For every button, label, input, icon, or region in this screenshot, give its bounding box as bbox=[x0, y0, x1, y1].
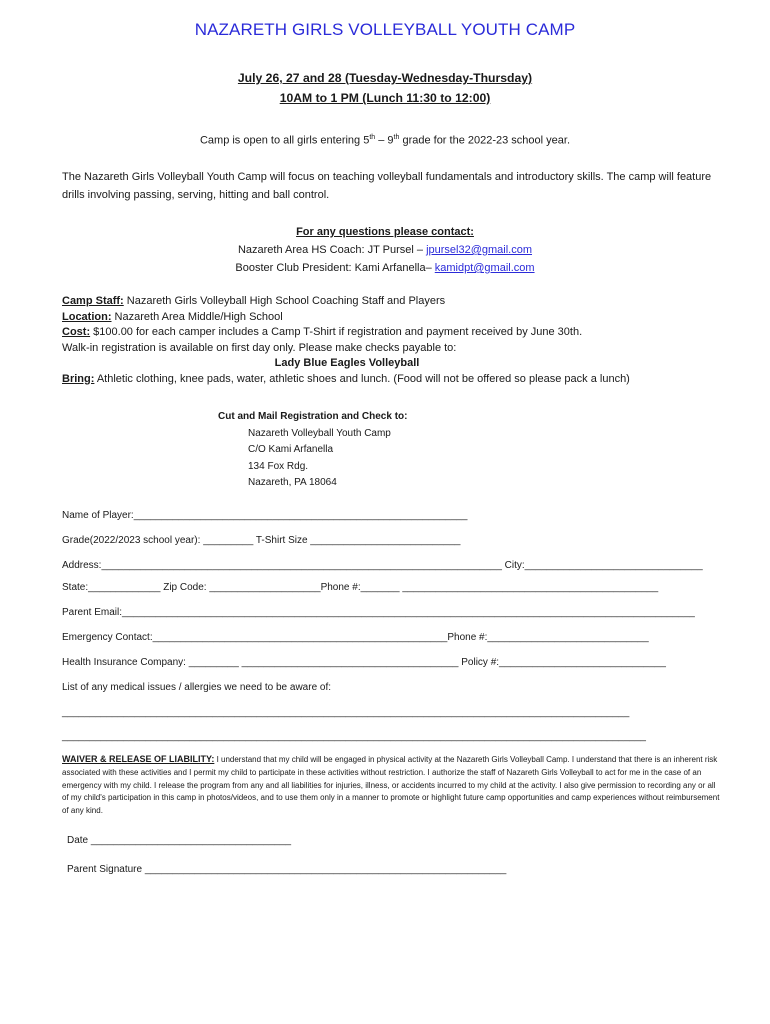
address-line: C/O Kami Arfanella bbox=[248, 444, 334, 455]
payee-name: Lady Blue Eagles Volleyball bbox=[274, 357, 420, 369]
staff-label: Camp Staff: bbox=[62, 295, 124, 307]
staff-line bbox=[62, 294, 742, 310]
president-email-link[interactable]: kamidpt@gmail.com bbox=[434, 262, 535, 274]
medical-issues-line[interactable]: ______________________________________________________________________________________________________ bbox=[62, 707, 630, 718]
camp-hours: 10AM to 1 PM (Lunch 11:30 to 12:00) bbox=[279, 91, 491, 105]
page-title: NAZARETH GIRLS VOLLEYBALL YOUTH CAMP bbox=[194, 20, 576, 39]
parent-email-field[interactable]: Parent Email:_______________________________________________________________________________________________________ bbox=[62, 607, 695, 618]
location-value: Nazareth Area Middle/High School bbox=[111, 310, 283, 323]
waiver-label: WAIVER & RELEASE OF LIABILITY: bbox=[62, 754, 215, 764]
state-zip-phone-field[interactable]: State:_____________ Zip Code: ____________________Phone #:_______ ______________________________________________ bbox=[62, 582, 659, 593]
parent-signature-field[interactable]: Parent Signature _________________________________________________________________ bbox=[67, 864, 507, 875]
intro-paragraph: The Nazareth Girls Volleyball Youth Camp will focus on teaching volleyball fundamentals and introductory skills. The camp will feature drills involving passing, serving, hitting and ball control. bbox=[62, 171, 712, 201]
eligibility-text: grade for the 2022-23 school year. bbox=[399, 134, 571, 147]
address-line: Nazareth Volleyball Youth Camp bbox=[248, 427, 391, 439]
camp-details bbox=[62, 294, 742, 387]
cost-line bbox=[62, 325, 742, 341]
bring-value: Athletic clothing, knee pads, water, athletic shoes and lunch. (Food will not be offered so please pack a lunch) bbox=[94, 372, 630, 385]
superscript: th bbox=[393, 134, 400, 141]
president-label: Booster Club President: Kami Arfanella– bbox=[235, 262, 435, 274]
camp-dates bbox=[0, 68, 770, 108]
coach-label: Nazareth Area HS Coach: JT Pursel – bbox=[237, 244, 427, 256]
location-line bbox=[62, 310, 742, 326]
mail-heading: Cut and Mail Registration and Check to: bbox=[218, 411, 408, 422]
cost-value: $100.00 for each camper includes a Camp T-Shirt if registration and payment received by June 30th. bbox=[90, 326, 583, 338]
superscript: th bbox=[369, 134, 376, 141]
cost-label: Cost: bbox=[62, 326, 91, 338]
emergency-contact-field[interactable]: Emergency Contact:_____________________________________________________Phone #:_____________________________ bbox=[62, 632, 649, 643]
player-name-field[interactable]: Name of Player:____________________________________________________________ bbox=[62, 510, 468, 521]
coach-contact bbox=[0, 241, 770, 259]
bring-line bbox=[62, 372, 742, 388]
address-line: 134 Fox Rdg. bbox=[248, 460, 309, 472]
medical-issues-label: List of any medical issues / allergies we need to be aware of: bbox=[62, 682, 332, 693]
coach-email-link[interactable]: jpursel32@gmail.com bbox=[426, 244, 533, 256]
location-label: Location: bbox=[62, 310, 112, 323]
contact-heading: For any questions please contact: bbox=[296, 226, 474, 238]
address-city-field[interactable]: Address:________________________________________________________________________ City:________________________________ bbox=[62, 560, 703, 571]
waiver-paragraph bbox=[62, 753, 722, 818]
grade-tshirt-field[interactable]: Grade(2022/2023 school year): _________ T-Shirt Size ___________________________ bbox=[62, 535, 461, 546]
eligibility-text: Camp is open to all girls entering 5 bbox=[199, 134, 370, 147]
camp-days: July 26, 27 and 28 (Tuesday-Wednesday-Thursday) bbox=[237, 71, 533, 85]
contact-block bbox=[0, 223, 770, 277]
president-contact bbox=[0, 259, 770, 277]
eligibility-text: – 9 bbox=[375, 134, 394, 147]
mailing-address-block bbox=[218, 409, 407, 492]
bring-label: Bring: bbox=[62, 372, 95, 385]
medical-issues-line[interactable]: _________________________________________________________________________________________________________ bbox=[62, 731, 646, 742]
date-field[interactable]: Date ____________________________________ bbox=[67, 835, 292, 846]
eligibility-line bbox=[0, 134, 770, 147]
insurance-policy-field[interactable]: Health Insurance Company: _________ _______________________________________ Policy #:______________________________ bbox=[62, 657, 666, 668]
waiver-text: I understand that my child will be engaged in physical activity at the Nazareth Girls Volleyball Camp. I understand that there is an inherent risk associated with these activities and I permit my child to participate in these activities without restriction. I authorize the staff of Nazareth Girls Volleyball to act for me in the case of an emergency with my child. I release the program from any and all liabilities for injuries, illness, or accidents incurred to my child at the activity. I also give permission to recording any or all of my child's participation in this camp in photos/videos, and to use them only in a manner to promote or highlight future camp opportunities and camp experiences without reimbursement of any kind. bbox=[62, 755, 720, 816]
staff-value: Nazareth Girls Volleyball High School Coaching Staff and Players bbox=[123, 295, 446, 307]
address-line: Nazareth, PA 18064 bbox=[248, 477, 337, 488]
walkin-line: Walk-in registration is available on first day only. Please make checks payable to: bbox=[62, 341, 457, 354]
